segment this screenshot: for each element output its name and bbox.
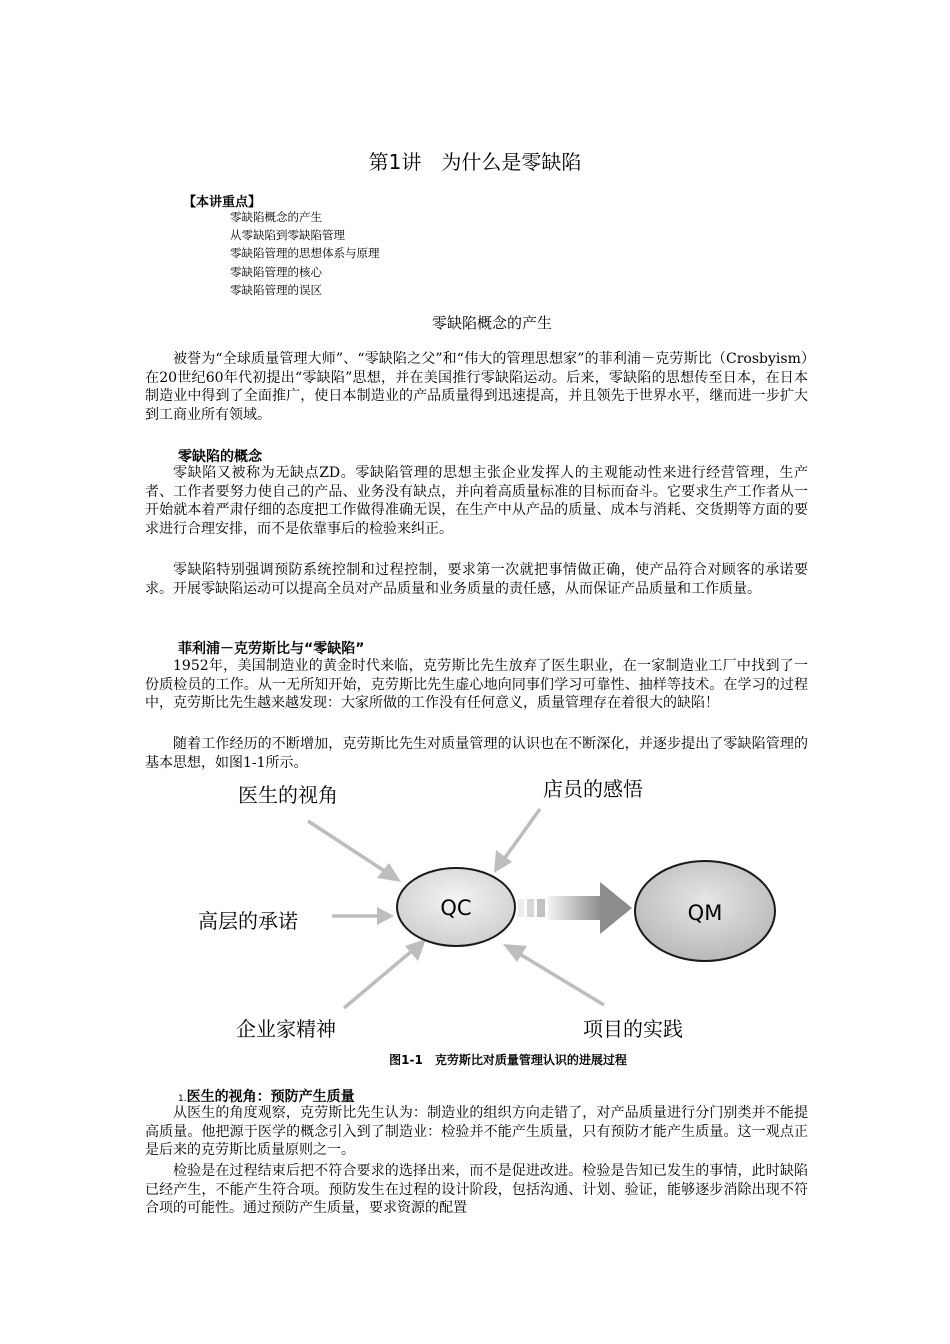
doctor-view-paragraph-1: 从医生的角度观察，克劳斯比先生认为：制造业的组织方向走错了，对产品质量进行分门别类并不能提高质量。他把源于医学的概念引入到了制造业：检验并不能产生质量，只有预防才能产生质量。这一观点正是后来的克劳斯比质量原则之一。 [145, 1105, 808, 1158]
heading-number: 1. [178, 1094, 187, 1104]
key-points-heading: 【本讲重点】 [183, 195, 262, 210]
figure-caption: 图1-1 克劳斯比对质量管理认识的进展过程 [389, 1053, 627, 1067]
page-title: 第1讲 为什么是零缺陷 [368, 150, 582, 174]
intro-paragraph: 被誉为“全球质量管理大师”、“零缺陷之父”和“伟大的管理思想家”的菲利浦－克劳斯比（Crosbyism）在20世纪60年代初提出“零缺陷”思想，并在美国推行零缺陷运动。后来，零缺陷的思想传至日本，在日本制造业中得到了全面推广，使日本制造业的产品质量得到迅速提高，并且领先于世界水平，继而进一步扩大到工商业所有领域。 [145, 351, 808, 423]
key-point-item: 零缺陷管理的核心 [230, 264, 322, 279]
section-title: 零缺陷概念的产生 [431, 314, 552, 332]
key-point-item: 零缺陷概念的产生 [230, 210, 322, 224]
crosby-paragraph-2: 随着工作经历的不断增加，克劳斯比先生对质量管理的认识也在不断深化，并逐步提出了零缺陷管理的基本思想，如图1-1所示。 [145, 736, 808, 771]
qm-label: QM [687, 901, 723, 925]
heading-text: 医生的视角：预防产生质量 [186, 1089, 355, 1105]
crosby-paragraph-1: 1952年，美国制造业的黄金时代来临，克劳斯比先生放弃了医生职业，在一家制造业工厂中找到了一份质检员的工作。从一无所知开始，克劳斯比先生虚心地向同事们学习可靠性、抽样等技术。在学习的过程中，克劳斯比先生越来越发现：大家所做的工作没有任何意义，质量管理存在着很大的缺陷！ [145, 658, 808, 711]
qc-label: QC [440, 896, 472, 920]
crosby-heading: 菲利浦－克劳斯比与“零缺陷” [178, 641, 365, 657]
arrow-entrepreneur [344, 939, 426, 1008]
label-doctor: 医生的视角 [238, 783, 338, 807]
label-clerk: 店员的感悟 [543, 777, 643, 801]
doctor-view-heading [178, 1086, 355, 1106]
qm-node [635, 861, 775, 961]
label-entrepreneur: 企业家精神 [236, 1017, 336, 1041]
arrow-clerk [494, 809, 540, 873]
arrow-doctor [308, 821, 401, 882]
concept-heading: 零缺陷的概念 [178, 449, 262, 465]
label-practice: 项目的实践 [583, 1017, 683, 1041]
label-commitment: 高层的承诺 [198, 909, 298, 933]
qc-to-qm-figure [180, 772, 780, 1048]
key-point-item: 从零缺陷到零缺陷管理 [230, 228, 345, 243]
key-point-item: 零缺陷管理的误区 [230, 282, 322, 297]
key-point-item: 零缺陷管理的思想体系与原理 [230, 246, 380, 261]
doctor-view-paragraph-2: 检验是在过程结束后把不符合要求的选择出来，而不是促进改进。检验是告知已发生的事情，此时缺陷已经产生，不能产生符合项。预防发生在过程的设计阶段，包括沟通、计划、验证，能够逐步消除出现不符合项的可能性。通过预防产生质量，要求资源的配置 [145, 1163, 808, 1216]
concept-paragraph-1: 零缺陷又被称为无缺点ZD。零缺陷管理的思想主张企业发挥人的主观能动性来进行经营管理，生产者、工作者要努力使自己的产品、业务没有缺点，并向着高质量标准的目标而奋斗。它要求生产工作者从一开始就本着严肃仔细的态度把工作做得准确无误，在生产中从产品的质量、成本与消耗、交货期等方面的要求进行合理安排，而不是依靠事后的检验来纠正。 [145, 465, 808, 537]
qc-node [397, 868, 515, 946]
concept-paragraph-2: 零缺陷特别强调预防系统控制和过程控制，要求第一次就把事情做正确，使产品符合对顾客的承诺要求。开展零缺陷运动可以提高全员对产品质量和业务质量的责任感，从而保证产品质量和工作质量。 [145, 562, 808, 597]
progress-arrow [518, 882, 632, 934]
arrow-practice [503, 944, 604, 1005]
arrow-commitment [332, 907, 394, 925]
key-points-list [230, 208, 380, 299]
